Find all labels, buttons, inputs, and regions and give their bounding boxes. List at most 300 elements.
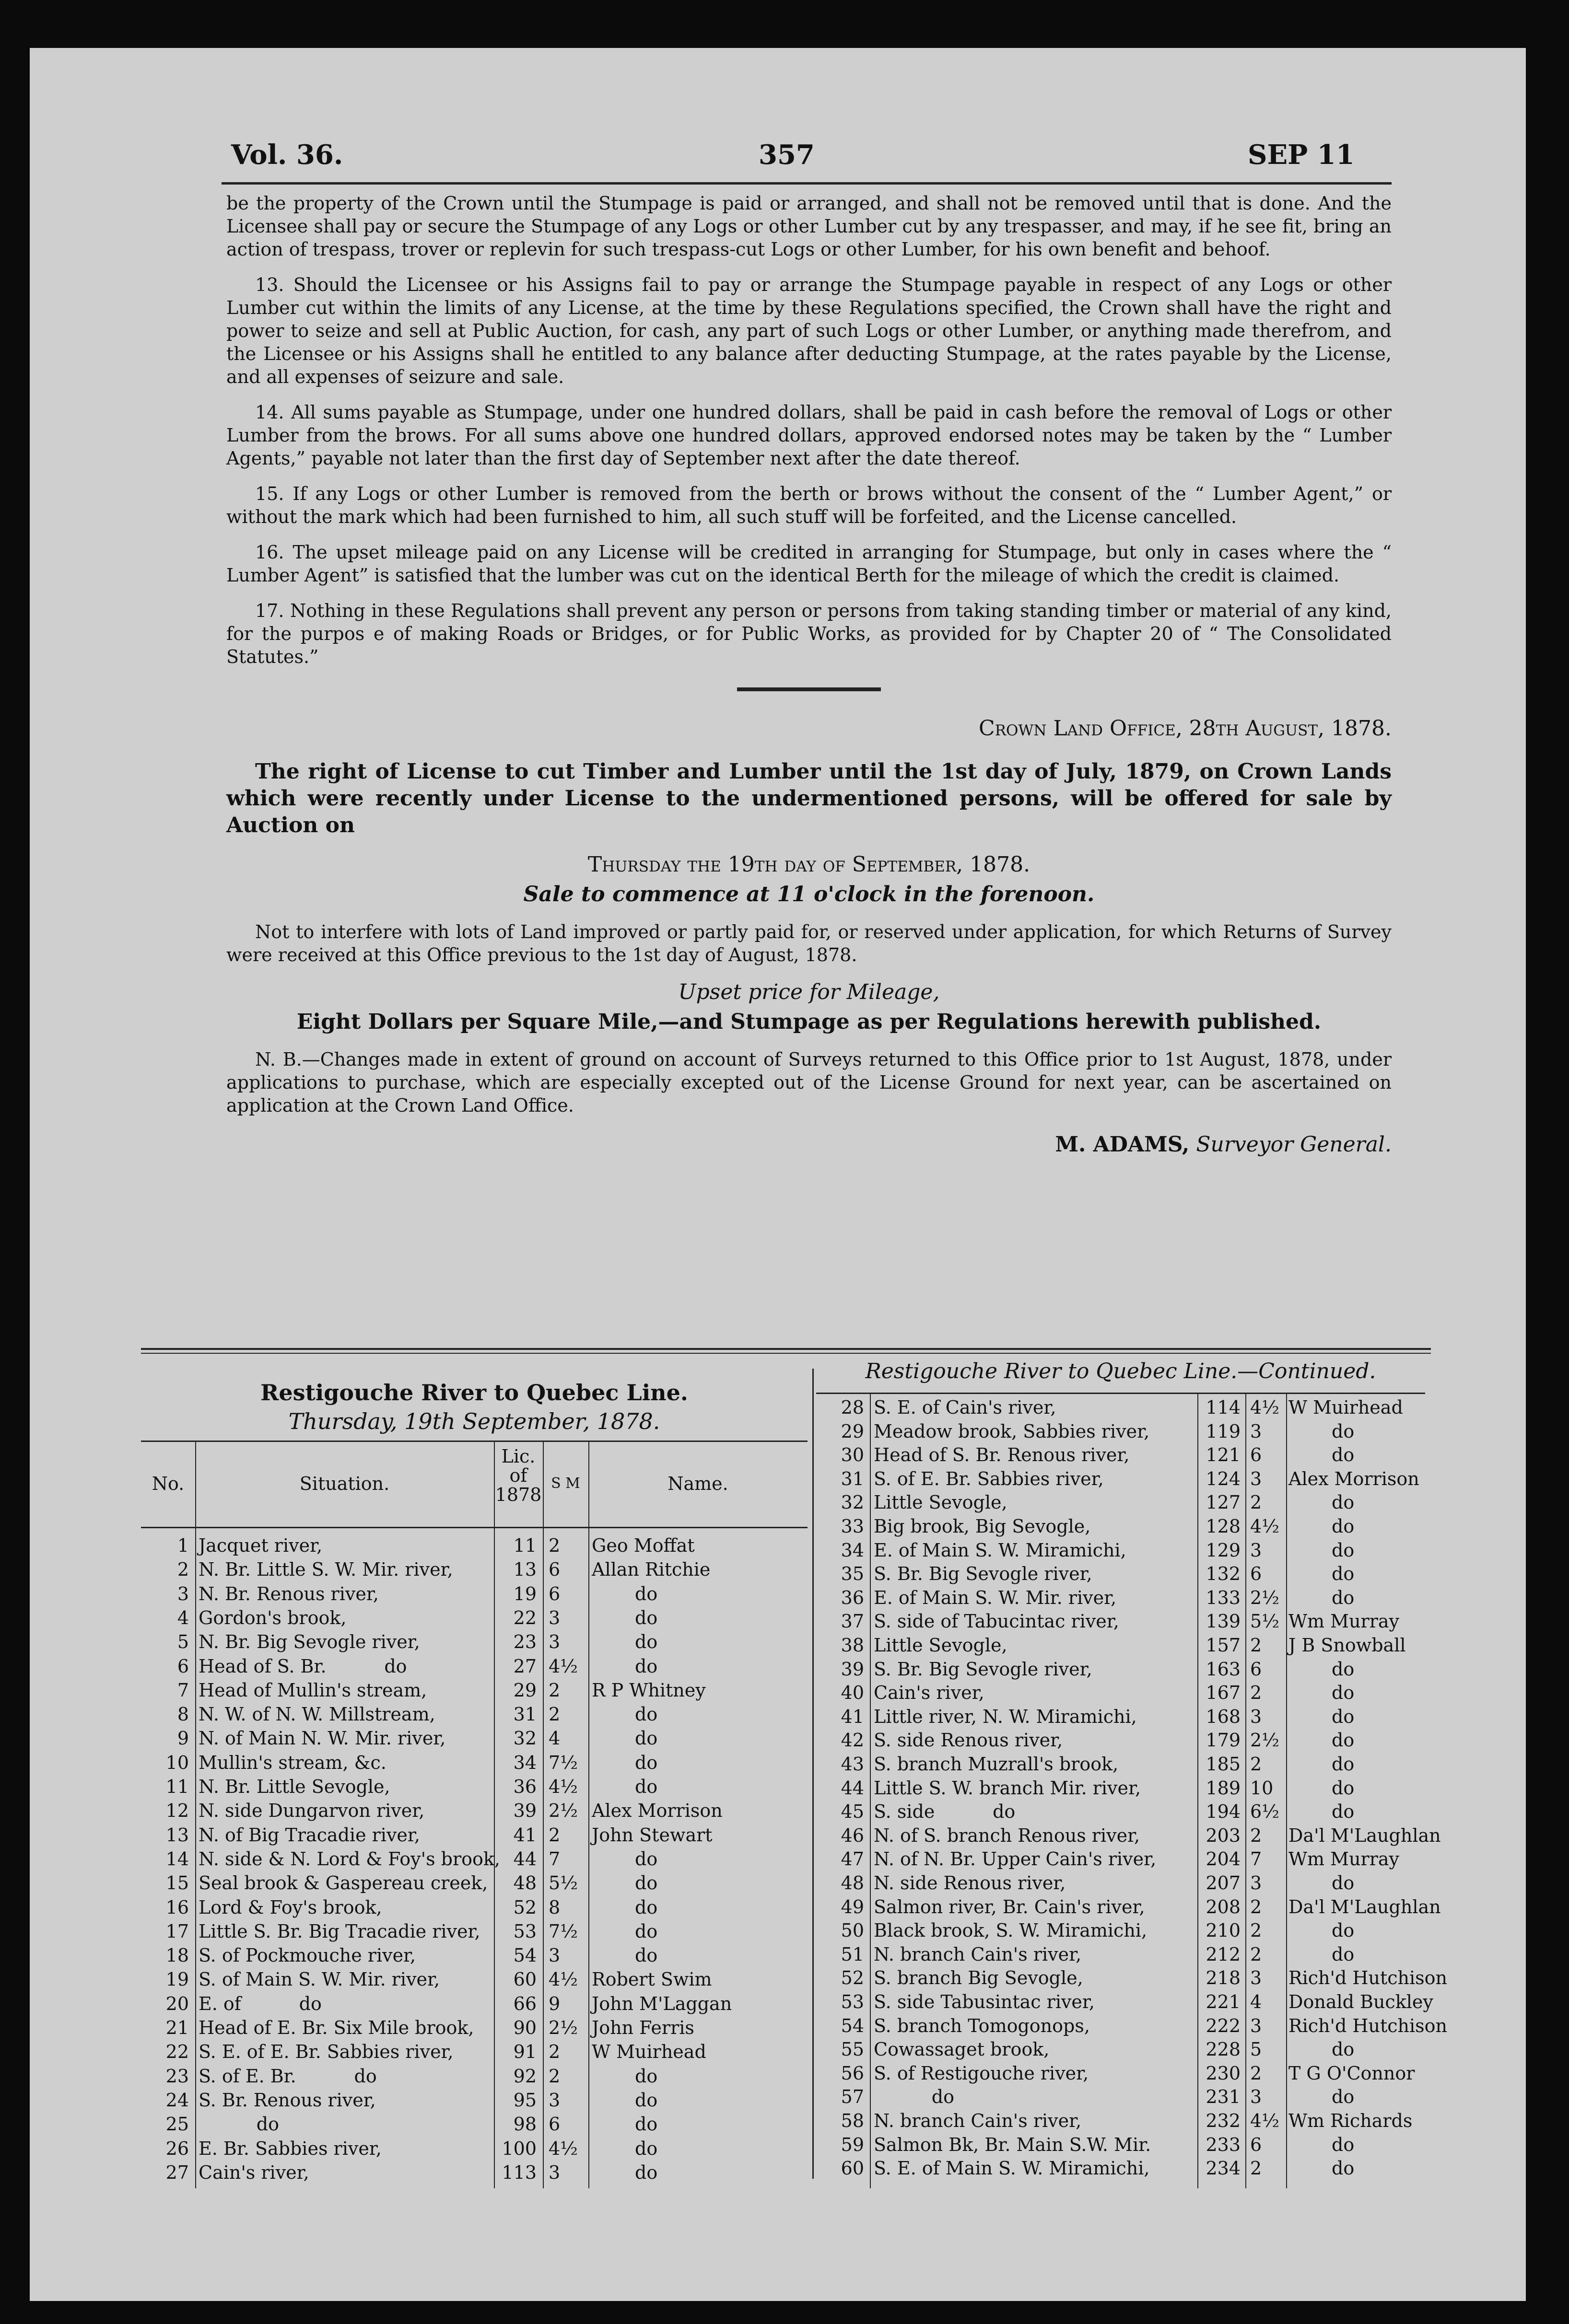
row-situation: Little S. W. branch Mir. river,: [874, 1777, 1141, 1799]
row-license: 185: [1206, 1754, 1241, 1775]
row-square-miles: 6: [549, 1559, 561, 1580]
row-name: T G O'Connor: [1288, 2062, 1415, 2084]
row-situation: S. side Tabusintac river,: [874, 1991, 1095, 2012]
table-row: [816, 1586, 1425, 1610]
row-square-miles: 2½: [549, 2017, 578, 2038]
row-situation: N. of Main N. W. Mir. river,: [199, 1728, 446, 1749]
row-number: 44: [841, 1777, 864, 1799]
row-number: 50: [841, 1920, 864, 1941]
row-situation: Seal brook & Gaspereau creek,: [199, 1872, 488, 1894]
signature-name: M. ADAMS,: [1055, 1132, 1190, 1157]
row-square-miles: 3: [1250, 1967, 1262, 1989]
row-square-miles: 3: [1250, 1706, 1262, 1727]
row-number: 58: [841, 2110, 864, 2131]
row-situation: Head of S. Br. Renous river,: [874, 1444, 1130, 1466]
row-license: 13: [513, 1559, 537, 1580]
row-name: John M'Laggan: [592, 1993, 732, 2014]
row-name: Da'l M'Laughlan: [1288, 1896, 1441, 1917]
row-situation: Salmon Bk, Br. Main S.W. Mir.: [874, 2134, 1151, 2155]
table-row: [141, 1534, 808, 1558]
row-name: do: [1332, 1420, 1355, 1442]
table-row: [816, 1658, 1425, 1682]
table-row: [816, 1681, 1425, 1705]
row-name: do: [635, 1583, 658, 1604]
row-number: 40: [841, 1682, 864, 1704]
row-situation: N. branch Cain's river,: [874, 1943, 1082, 1965]
row-name: do: [1332, 2134, 1355, 2155]
table-row: [816, 1729, 1425, 1753]
row-number: 55: [841, 2039, 864, 2060]
table-row: [141, 1655, 808, 1679]
row-number: 8: [177, 1704, 189, 1725]
row-license: 44: [513, 1848, 537, 1870]
row-license: 100: [502, 2138, 537, 2159]
table-row: [141, 1968, 808, 1992]
text-body: [226, 192, 1392, 1171]
row-number: 5: [177, 1631, 189, 1653]
row-name: Rich'd Hutchison: [1288, 1967, 1448, 1989]
row-square-miles: 4½: [549, 1969, 578, 1990]
row-situation: Head of S. Br. do: [199, 1655, 407, 1677]
row-license: 127: [1206, 1492, 1241, 1513]
table-row: [141, 1558, 808, 1582]
row-number: 59: [841, 2134, 864, 2155]
paragraph: 17. Nothing in these Regulations shall prevent any person or persons from taking standing timber or material of any kind, for the purpos e of making Roads or Bridges, or for Public Works, as provided for by Chapter 20 of “ The Consolidated Statutes.”: [226, 600, 1392, 667]
row-number: 10: [165, 1752, 189, 1773]
header-sm: S M: [551, 1475, 580, 1492]
row-situation: S. E. of E. Br. Sabbies river,: [199, 2041, 454, 2063]
table-row: [141, 1751, 808, 1775]
row-license: 124: [1206, 1468, 1241, 1489]
row-square-miles: 2: [1250, 2062, 1262, 2084]
row-situation: Big brook, Big Sevogle,: [874, 1516, 1091, 1537]
row-license: 221: [1206, 1991, 1241, 2012]
row-license: 132: [1206, 1563, 1241, 1585]
table-row: [816, 1753, 1425, 1777]
paragraph: 14. All sums payable as Stumpage, under one hundred dollars, shall be paid in cash before the removal of Logs or other Lumber from the brows. For all sums above one hundred dollars, approved endorsed notes may be taken by the “ Lumber Agents,” payable not later than the first day of September next after the date thereof.: [226, 402, 1392, 469]
row-situation: N. branch Cain's river,: [874, 2110, 1082, 2131]
table-row: [816, 1705, 1425, 1729]
row-situation: Salmon river, Br. Cain's river,: [874, 1896, 1145, 1917]
row-license: 234: [1206, 2158, 1241, 2179]
row-square-miles: 2: [549, 1824, 561, 1846]
table-row: [141, 2016, 808, 2040]
table-row: [141, 1679, 808, 1703]
col-sep: [1245, 1393, 1246, 2188]
table-row: [141, 2161, 808, 2185]
row-square-miles: 2: [1250, 2158, 1262, 2179]
nb-note: N. B.—Changes made in extent of ground on account of Surveys returned to this Office prior to 1st August, 1878, under applications to purchase, which are especially excepted out of the License Ground for next year, can be ascertained on application at the Crown Land Office.: [226, 1049, 1392, 1116]
row-situation: S. side do: [874, 1801, 1016, 1823]
table-row: [141, 1582, 808, 1606]
row-license: 92: [513, 2065, 537, 2087]
row-license: 114: [1206, 1397, 1241, 1418]
row-name: J B Snowball: [1288, 1635, 1406, 1656]
row-license: 231: [1206, 2086, 1241, 2108]
row-situation: Black brook, S. W. Miramichi,: [874, 1920, 1147, 1941]
row-situation: N. Br. Big Sevogle river,: [199, 1631, 420, 1653]
row-name: do: [635, 2089, 658, 2111]
row-name: R P Whitney: [592, 1679, 706, 1701]
row-license: 133: [1206, 1587, 1241, 1608]
table-row: [141, 2040, 808, 2064]
row-license: 90: [513, 2017, 537, 2038]
row-license: 23: [513, 1631, 537, 1653]
header-rule: [222, 182, 1392, 185]
upset-price-label: Upset price for Mileage,: [678, 980, 940, 1004]
row-situation: S. Br. Big Sevogle river,: [874, 1658, 1092, 1680]
row-license: 95: [513, 2089, 537, 2111]
row-license: 230: [1206, 2062, 1241, 2084]
row-square-miles: 2: [549, 1535, 561, 1556]
table-top-rule: [141, 1348, 1431, 1350]
row-situation: N. side Dungarvon river,: [199, 1800, 425, 1822]
row-license: 39: [513, 1800, 537, 1822]
row-license: 163: [1206, 1658, 1241, 1680]
row-name: do: [1332, 1943, 1355, 1965]
row-license: 139: [1206, 1611, 1241, 1632]
row-number: 56: [841, 2062, 864, 2084]
row-square-miles: 4½: [1250, 2110, 1280, 2131]
row-situation: N. W. of N. W. Millstream,: [199, 1704, 435, 1725]
row-square-miles: 3: [549, 1631, 561, 1653]
table-row: [141, 1630, 808, 1654]
signature: [226, 1131, 1392, 1158]
table-row: [816, 1420, 1425, 1444]
row-number: 16: [165, 1896, 189, 1918]
header-lic-2: of: [509, 1465, 527, 1486]
row-number: 26: [165, 2138, 189, 2159]
row-square-miles: 10: [1250, 1777, 1274, 1799]
volume-label: Vol. 36.: [231, 139, 343, 171]
row-square-miles: 4½: [1250, 1397, 1280, 1418]
row-situation: S. branch Muzrall's brook,: [874, 1754, 1119, 1775]
row-number: 39: [841, 1658, 864, 1680]
row-square-miles: 2½: [549, 1800, 578, 1822]
row-license: 208: [1206, 1896, 1241, 1917]
table-row: [816, 1491, 1425, 1515]
row-name: Wm Murray: [1288, 1848, 1400, 1870]
row-square-miles: 6½: [1250, 1801, 1280, 1823]
row-name: Robert Swim: [592, 1969, 712, 1990]
header-no: No.: [152, 1473, 185, 1494]
row-number: 7: [177, 1679, 189, 1701]
row-square-miles: 4: [1250, 1991, 1262, 2012]
row-number: 32: [841, 1492, 864, 1513]
row-number: 15: [165, 1872, 189, 1894]
row-name: Geo Moffat: [592, 1535, 695, 1556]
row-number: 57: [841, 2086, 864, 2108]
row-situation: Head of Mullin's stream,: [199, 1679, 427, 1701]
table-row: [141, 1775, 808, 1799]
row-name: Alex Morrison: [592, 1800, 723, 1822]
row-square-miles: 3: [1250, 2086, 1262, 2108]
table-row: [141, 1848, 808, 1871]
row-square-miles: 2: [1250, 1492, 1262, 1513]
right-header-rule: [816, 1393, 1425, 1394]
header-lic-3: 1878: [495, 1484, 542, 1505]
row-name: do: [1332, 1539, 1355, 1561]
row-name: do: [635, 1848, 658, 1870]
row-number: 42: [841, 1730, 864, 1751]
row-license: 167: [1206, 1682, 1241, 1704]
table-row: [816, 1990, 1433, 2014]
row-number: 29: [841, 1420, 864, 1442]
row-license: 41: [513, 1824, 537, 1846]
row-name: do: [635, 1607, 658, 1628]
col-sep: [1286, 1393, 1287, 2188]
row-square-miles: 6: [1250, 1444, 1262, 1466]
row-situation: S. side Renous river,: [874, 1730, 1063, 1751]
row-square-miles: 4: [549, 1728, 561, 1749]
row-license: 119: [1206, 1420, 1241, 1442]
row-license: 179: [1206, 1730, 1241, 1751]
row-license: 60: [513, 1969, 537, 1990]
row-square-miles: 2: [1250, 1754, 1262, 1775]
row-license: 128: [1206, 1516, 1241, 1537]
table-row: [816, 1966, 1448, 1990]
row-square-miles: 4½: [549, 1655, 578, 1677]
table-row: [141, 1606, 808, 1630]
table-row: [816, 2109, 1425, 2133]
table-date: Thursday, 19th September, 1878.: [288, 1408, 660, 1434]
row-number: 48: [841, 1872, 864, 1894]
row-name: do: [1332, 1492, 1355, 1513]
row-situation: E. Br. Sabbies river,: [199, 2138, 382, 2159]
row-name: Da'l M'Laughlan: [1288, 1824, 1441, 1846]
table-row: [816, 1396, 1425, 1420]
row-number: 28: [841, 1397, 864, 1418]
row-number: 3: [177, 1583, 189, 1604]
row-number: 24: [165, 2089, 189, 2111]
row-name: do: [635, 1896, 658, 1918]
row-number: 12: [165, 1800, 189, 1822]
row-name: John Ferris: [592, 2017, 694, 2038]
row-situation: Cowassaget brook,: [874, 2039, 1050, 2060]
row-number: 14: [165, 1848, 189, 1870]
row-name: do: [1332, 1682, 1355, 1704]
date-stamp: SEP 11: [1248, 139, 1355, 171]
row-number: 27: [165, 2161, 189, 2183]
row-situation: S. of Restigouche river,: [874, 2062, 1089, 2084]
row-name: do: [1332, 1563, 1355, 1585]
row-name: Allan Ritchie: [592, 1559, 711, 1580]
row-name: W Muirhead: [1288, 1397, 1403, 1418]
row-number: 21: [165, 2017, 189, 2038]
not-interfere-note: Not to interfere with lots of Land improved or partly paid for, or reserved under application, for which Returns of Survey were received at this Office previous to the 1st day of August, 1878.: [226, 921, 1392, 965]
row-situation: S. Br. Big Sevogle river,: [874, 1563, 1092, 1585]
col-sep: [588, 1527, 589, 2188]
header-name: Name.: [667, 1473, 728, 1494]
table-title: Restigouche River to Quebec Line.: [260, 1380, 688, 1406]
row-name: do: [1332, 2158, 1355, 2179]
row-number: 51: [841, 1943, 864, 1965]
row-name: do: [635, 1872, 658, 1894]
row-number: 11: [165, 1776, 189, 1797]
table-row: [816, 1800, 1425, 1824]
row-license: 121: [1206, 1444, 1241, 1466]
row-number: 43: [841, 1754, 864, 1775]
row-situation: S. of Pockmouche river,: [199, 1945, 416, 1966]
row-number: 53: [841, 1991, 864, 2012]
row-number: 46: [841, 1824, 864, 1846]
page-number: 357: [759, 139, 815, 171]
row-license: 203: [1206, 1824, 1241, 1846]
row-name: do: [1332, 2086, 1355, 2108]
row-name: John Stewart: [592, 1824, 713, 1846]
table-row: [816, 1895, 1441, 1919]
row-square-miles: 4½: [549, 1776, 578, 1797]
row-number: 20: [165, 1993, 189, 2014]
table-row: [816, 2085, 1425, 2109]
row-name: do: [635, 1945, 658, 1966]
row-name: do: [1332, 1658, 1355, 1680]
row-situation: N. of N. Br. Upper Cain's river,: [874, 1848, 1157, 1870]
table-row: [141, 1944, 808, 1968]
row-license: 36: [513, 1776, 537, 1797]
row-license: 29: [513, 1679, 537, 1701]
row-square-miles: 3: [549, 1945, 561, 1966]
row-license: 129: [1206, 1539, 1241, 1561]
document-page: [30, 48, 1526, 2301]
table-row: [816, 1848, 1425, 1871]
table-row: [141, 1992, 808, 2016]
row-name: do: [1332, 1706, 1355, 1727]
row-name: do: [1332, 1730, 1355, 1751]
row-number: 49: [841, 1896, 864, 1917]
row-situation: Little Sevogle,: [874, 1492, 1007, 1513]
row-situation: S. of Main S. W. Mir. river,: [199, 1969, 440, 1990]
row-license: 11: [513, 1535, 537, 1556]
table-row: [816, 1871, 1425, 1895]
row-square-miles: 3: [1250, 2015, 1262, 2036]
table-row: [816, 1943, 1425, 1967]
sale-day: Thursday the 19th day of September, 1878.: [587, 852, 1030, 877]
row-name: do: [635, 2065, 658, 2087]
row-square-miles: 7½: [549, 1920, 578, 1942]
row-name: do: [1332, 1587, 1355, 1608]
row-license: 210: [1206, 1920, 1241, 1941]
row-number: 31: [841, 1468, 864, 1489]
row-number: 33: [841, 1516, 864, 1537]
section-separator: [737, 687, 881, 691]
row-license: 52: [513, 1896, 537, 1918]
table-row: [141, 1703, 808, 1727]
row-situation: Jacquet river,: [199, 1535, 323, 1556]
row-situation: E. of do: [199, 1993, 322, 2014]
row-square-miles: 5: [1250, 2039, 1262, 2060]
row-situation: Gordon's brook,: [199, 1607, 347, 1628]
row-name: do: [1332, 1444, 1355, 1466]
row-name: do: [1332, 1516, 1355, 1537]
row-situation: Head of E. Br. Six Mile brook,: [199, 2017, 474, 2038]
table-row: [816, 1539, 1425, 1563]
row-name: do: [1332, 1801, 1355, 1823]
row-number: 23: [165, 2065, 189, 2087]
row-license: 53: [513, 1920, 537, 1942]
row-license: 31: [513, 1704, 537, 1725]
table-top-rule-2: [141, 1353, 1431, 1354]
row-license: 98: [513, 2114, 537, 2135]
row-number: 6: [177, 1655, 189, 1677]
row-name: do: [1332, 1920, 1355, 1941]
table-row: [816, 1824, 1441, 1848]
row-square-miles: 3: [1250, 1539, 1262, 1561]
row-square-miles: 2: [1250, 1943, 1262, 1965]
table-row: [816, 1443, 1425, 1467]
row-number: 13: [165, 1824, 189, 1846]
table-row: [816, 1467, 1425, 1491]
row-license: 32: [513, 1728, 537, 1749]
row-license: 207: [1206, 1872, 1241, 1894]
row-square-miles: 6: [1250, 2134, 1262, 2155]
row-situation: S. branch Tomogonops,: [874, 2015, 1090, 2036]
row-situation: N. of S. branch Renous river,: [874, 1824, 1140, 1846]
row-license: 113: [502, 2161, 537, 2183]
row-situation: Cain's river,: [199, 2161, 309, 2183]
table-row: [816, 1777, 1425, 1801]
row-name: do: [1332, 1777, 1355, 1799]
row-license: 228: [1206, 2039, 1241, 2060]
header-rule-top: [141, 1441, 808, 1442]
row-square-miles: 4½: [549, 2138, 578, 2159]
table-row: [141, 1896, 808, 1920]
table-row: [816, 1919, 1425, 1943]
row-name: do: [635, 1728, 658, 1749]
row-number: 1: [177, 1535, 189, 1556]
table-row: [816, 1610, 1425, 1634]
row-name: do: [635, 1631, 658, 1653]
row-situation: do: [874, 2086, 954, 2108]
col-sep: [870, 1393, 871, 2188]
row-square-miles: 2: [549, 1679, 561, 1701]
row-square-miles: 2: [549, 1704, 561, 1725]
paragraph: 15. If any Logs or other Lumber is removed from the berth or brows without the consent of the “ Lumber Agent,” or without the mark which had been furnished to him, all such stuff will be forfeited, and the License cancelled.: [226, 483, 1392, 527]
table-row: [141, 1824, 808, 1848]
row-square-miles: 6: [1250, 1658, 1262, 1680]
row-number: 36: [841, 1587, 864, 1608]
col-sep: [494, 1527, 495, 2188]
row-square-miles: 7: [549, 1848, 561, 1870]
row-situation: N. of Big Tracadie river,: [199, 1824, 420, 1846]
row-square-miles: 6: [549, 1583, 561, 1604]
row-square-miles: 5½: [1250, 1611, 1280, 1632]
col-sep: [1197, 1393, 1198, 2188]
row-license: 48: [513, 1872, 537, 1894]
row-name: W Muirhead: [592, 2041, 706, 2063]
row-number: 34: [841, 1539, 864, 1561]
row-number: 19: [165, 1969, 189, 1990]
row-license: 91: [513, 2041, 537, 2063]
table-continued-title: Restigouche River to Quebec Line.—Continued.: [865, 1359, 1376, 1383]
header-situation: Situation.: [299, 1473, 390, 1494]
row-license: 218: [1206, 1967, 1241, 1989]
row-license: 66: [513, 1993, 537, 2014]
row-license: 212: [1206, 1943, 1241, 1965]
row-situation: S. of E. Br. Sabbies river,: [874, 1468, 1104, 1489]
row-square-miles: 3: [549, 1607, 561, 1628]
row-square-miles: 6: [549, 2114, 561, 2135]
paragraph: 13. Should the Licensee or his Assigns fail to pay or arrange the Stumpage payable in respect of any Logs or other Lumber cut within the limits of any License, at the time by these Regulations specified, the Crown shall have the right and power to seize and sell at Public Auction, for cash, any part of such Logs or other Lumber, or anything made therefrom, and the Licensee or his Assigns shall he entitled to any balance after deducting Stumpage, at the rates payable by the License, and all expenses of seizure and sale.: [226, 274, 1392, 387]
auction-intro: The right of License to cut Timber and Lumber until the 1st day of July, 1879, on Crown Lands which were recently under License to the undermentioned persons, will be offered for sale by Auction on: [226, 759, 1392, 837]
row-square-miles: 2: [1250, 1896, 1262, 1917]
table-row: [816, 2014, 1448, 2038]
row-square-miles: 3: [549, 2089, 561, 2111]
row-situation: S. of E. Br. do: [199, 2065, 377, 2087]
row-square-miles: 2: [549, 2065, 561, 2087]
row-license: 27: [513, 1655, 537, 1677]
sale-time: Sale to commence at 11 o'clock in the forenoon.: [523, 882, 1095, 906]
